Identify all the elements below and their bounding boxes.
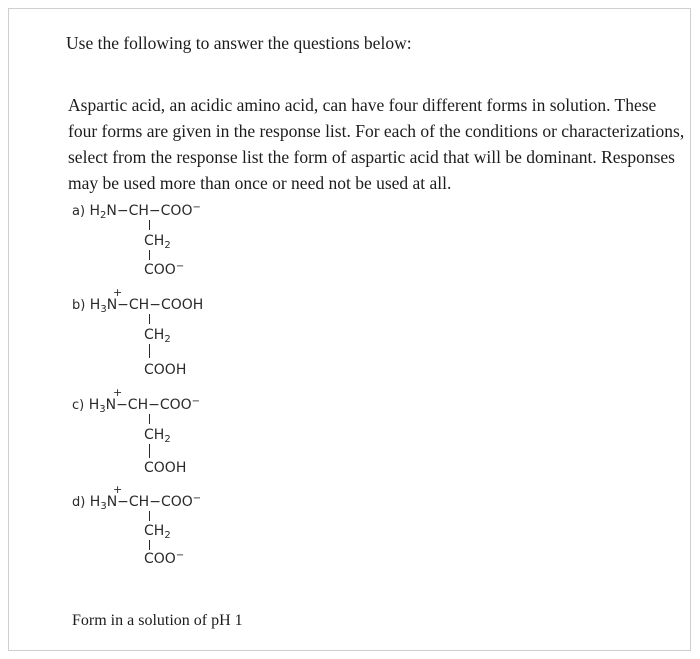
bond-line — [149, 250, 150, 260]
choice-letter: b) — [72, 298, 86, 313]
intro-line: Aspartic acid, an acidic amino acid, can have four different forms in solution. These — [68, 95, 657, 115]
intro-paragraph — [68, 92, 693, 196]
bond-line — [149, 444, 150, 458]
intro-line: select from the response list the form of aspartic acid that will be dominant. Responses — [68, 147, 675, 167]
choice-letter: c) — [72, 398, 85, 413]
bond-line — [149, 314, 150, 324]
question-prompt: Form in a solution of pH 1 — [72, 612, 243, 629]
bond-line — [149, 511, 150, 521]
bond-line — [149, 344, 150, 358]
choice-letter: d) — [72, 495, 86, 510]
intro-line: four forms are given in the response list. For each of the conditions or characterizations, — [68, 121, 685, 141]
instructions-heading: Use the following to answer the questions below: — [66, 33, 412, 53]
bond-line — [149, 414, 150, 424]
intro-line: may be used more than once or need not be used at all. — [68, 173, 452, 193]
bond-line — [149, 220, 150, 230]
bond-line — [149, 540, 150, 550]
choice-letter: a) — [72, 204, 86, 219]
